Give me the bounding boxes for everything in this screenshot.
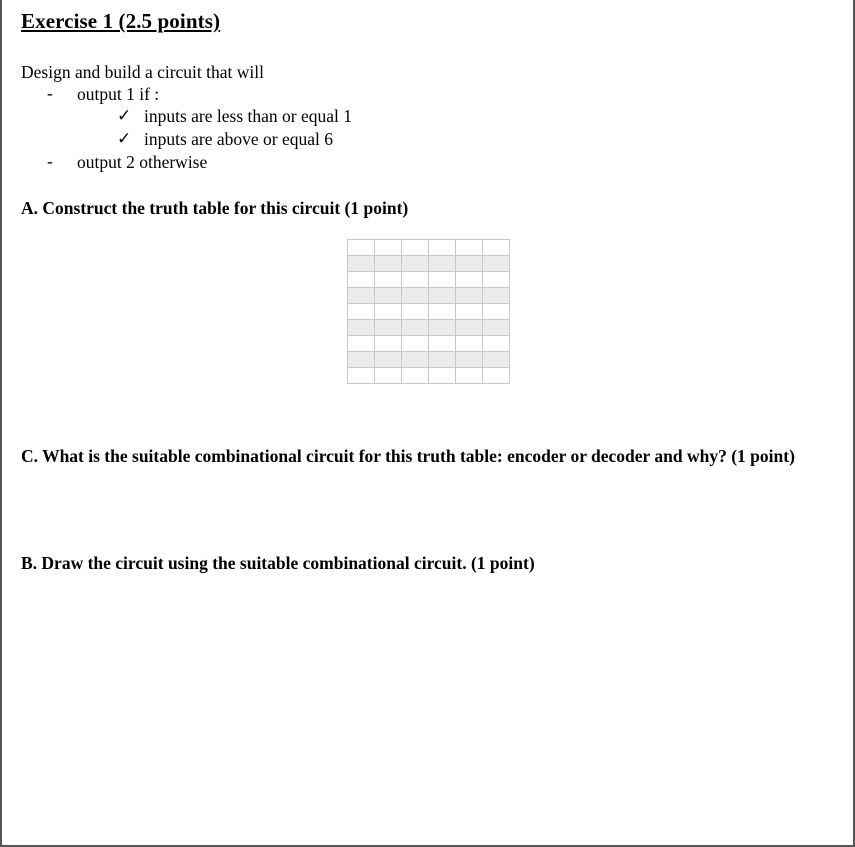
- truth-table-cell: [429, 352, 456, 368]
- truth-table-cell: [456, 288, 483, 304]
- truth-table-cell: [483, 288, 510, 304]
- truth-table-cell: [456, 240, 483, 256]
- truth-table-cell: [456, 272, 483, 288]
- exercise-title: Exercise 1 (2.5 points): [21, 9, 221, 33]
- truth-table-cell: [402, 256, 429, 272]
- truth-table-row: [348, 368, 510, 384]
- truth-table-cell: [483, 256, 510, 272]
- truth-table-cell: [375, 336, 402, 352]
- bullet-marker: -: [47, 83, 53, 103]
- truth-table-cell: [456, 352, 483, 368]
- truth-table-cell: [375, 288, 402, 304]
- truth-table-cell: [429, 240, 456, 256]
- question-b: B. Draw the circuit using the suitable combinational circuit. (1 point): [21, 553, 535, 573]
- truth-table-cell: [402, 304, 429, 320]
- check-icon: ✓: [117, 129, 132, 148]
- truth-table-cell: [375, 256, 402, 272]
- truth-table-cell: [348, 368, 375, 384]
- truth-table-row: [348, 272, 510, 288]
- bullet-output-1: output 1 if :: [77, 84, 160, 104]
- truth-table-row: [348, 240, 510, 256]
- truth-table-cell: [348, 272, 375, 288]
- truth-table-grid: [347, 239, 510, 384]
- truth-table-cell: [456, 368, 483, 384]
- truth-table-cell: [483, 272, 510, 288]
- truth-table-cell: [429, 272, 456, 288]
- check-icon: ✓: [117, 106, 132, 125]
- truth-table-cell: [375, 320, 402, 336]
- condition-above-equal-6: inputs are above or equal 6: [144, 129, 334, 149]
- bullet-output-2: output 2 otherwise: [77, 152, 208, 172]
- truth-table-cell: [483, 352, 510, 368]
- truth-table-row: [348, 352, 510, 368]
- truth-table-cell: [375, 304, 402, 320]
- truth-table-cell: [429, 320, 456, 336]
- truth-table-cell: [375, 368, 402, 384]
- truth-table-row: [348, 288, 510, 304]
- truth-table-cell: [429, 336, 456, 352]
- truth-table-cell: [402, 368, 429, 384]
- truth-table-cell: [402, 336, 429, 352]
- truth-table-cell: [348, 320, 375, 336]
- truth-table-cell: [429, 288, 456, 304]
- truth-table-cell: [402, 320, 429, 336]
- truth-table-cell: [429, 368, 456, 384]
- truth-table-cell: [348, 240, 375, 256]
- truth-table-cell: [348, 352, 375, 368]
- truth-table-cell: [375, 240, 402, 256]
- question-c: C. What is the suitable combinational circuit for this truth table: encoder or decoder and why? (1 point): [21, 446, 795, 466]
- truth-table-cell: [402, 240, 429, 256]
- truth-table-cell: [483, 368, 510, 384]
- truth-table-cell: [429, 304, 456, 320]
- truth-table-cell: [483, 304, 510, 320]
- truth-table-cell: [375, 272, 402, 288]
- truth-table-cell: [375, 352, 402, 368]
- truth-table-cell: [456, 336, 483, 352]
- truth-table-row: [348, 304, 510, 320]
- truth-table-cell: [402, 352, 429, 368]
- intro-text: Design and build a circuit that will: [21, 62, 265, 82]
- bullet-marker: -: [47, 151, 53, 171]
- condition-less-equal-1: inputs are less than or equal 1: [144, 106, 353, 126]
- question-a: A. Construct the truth table for this circuit (1 point): [21, 198, 409, 218]
- truth-table-cell: [348, 256, 375, 272]
- truth-table-cell: [483, 240, 510, 256]
- truth-table-cell: [402, 272, 429, 288]
- truth-table-cell: [348, 288, 375, 304]
- truth-table-cell: [402, 288, 429, 304]
- truth-table-row: [348, 320, 510, 336]
- truth-table-cell: [456, 304, 483, 320]
- truth-table-cell: [348, 336, 375, 352]
- truth-table-cell: [348, 304, 375, 320]
- truth-table-cell: [483, 320, 510, 336]
- truth-table-cell: [483, 336, 510, 352]
- truth-table-cell: [429, 256, 456, 272]
- truth-table-row: [348, 256, 510, 272]
- truth-table-cell: [456, 256, 483, 272]
- truth-table-cell: [456, 320, 483, 336]
- truth-table-row: [348, 336, 510, 352]
